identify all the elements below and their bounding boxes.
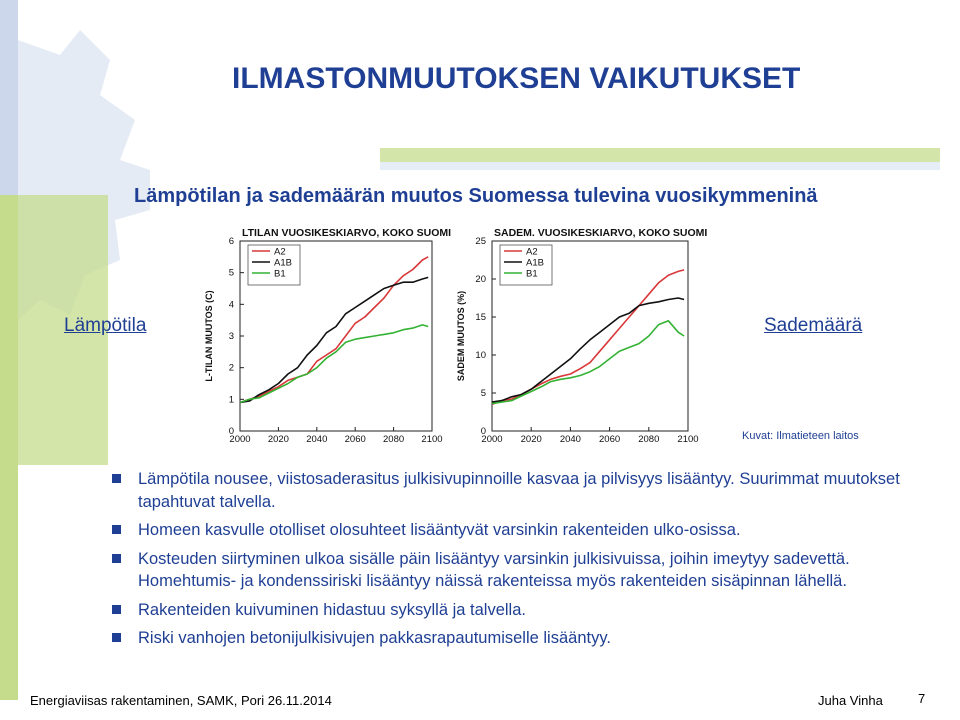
temperature-chart (204, 226, 452, 451)
x-tick-label: 2080 (383, 434, 405, 445)
bullet-text: Rakenteiden kuivuminen hidastuu syksyllä ja talvella. (138, 600, 526, 619)
bullet-square-icon (112, 554, 121, 563)
x-tick-label: 2020 (267, 434, 289, 445)
bullet-list (110, 468, 910, 656)
y-tick-label: 3 (228, 331, 234, 342)
x-tick-label: 2040 (559, 434, 581, 445)
legend-label: B1 (526, 268, 538, 280)
bullet-item (110, 548, 910, 593)
y-tick-label: 4 (228, 299, 234, 311)
chart-title: SADEM. VUOSIKESKIARVO, KOKO SUOMI (494, 227, 708, 239)
legend-label: A2 (274, 246, 286, 258)
precipitation-link[interactable]: Sademäärä (764, 315, 863, 336)
y-tick-label: 1 (228, 394, 234, 406)
legend-label: A2 (526, 246, 538, 258)
y-axis-label: SADEM MUUTOS (%) (456, 290, 466, 382)
bullet-item (110, 468, 910, 513)
y-tick-label: 5 (480, 388, 486, 399)
y-tick-label: 0 (480, 426, 486, 437)
page-number: 7 (918, 691, 926, 706)
y-tick-label: 6 (228, 236, 234, 247)
image-credit: Kuvat: Ilmatieteen laitos (742, 430, 859, 442)
y-tick-label: 2 (228, 362, 234, 374)
x-tick-label: 2060 (344, 434, 366, 445)
y-axis-label: L-TILAN MUUTOS (C) (204, 290, 214, 382)
bullet-square-icon (112, 474, 121, 483)
x-tick-label: 2100 (677, 434, 699, 445)
x-tick-label: 2060 (599, 434, 621, 445)
slide-title: ILMASTONMUUTOKSEN VAIKUTUKSET (232, 62, 801, 95)
legend-label: B1 (274, 268, 286, 280)
legend-label: A1B (526, 257, 544, 269)
x-tick-label: 2000 (229, 434, 251, 445)
x-tick-label: 2020 (520, 434, 542, 445)
y-tick-label: 25 (475, 236, 486, 247)
bullet-item (110, 519, 910, 542)
precipitation-chart (456, 226, 708, 451)
bullet-square-icon (112, 525, 121, 534)
slide-subtitle: Lämpötilan ja sademäärän muutos Suomessa tulevina vuosikymmeninä (134, 185, 818, 207)
bullet-item (110, 627, 910, 650)
x-tick-label: 2000 (481, 434, 503, 445)
y-tick-label: 5 (228, 267, 234, 279)
bullet-text: Kosteuden siirtyminen ulkoa sisälle päin lisääntyy varsinkin julkisivuissa, joihin imeytyy sadevettä. Homehtumis- ja kondenssiriski lisääntyy näissä rakenteissa myös rakenteiden sisäpinnan lähellä. (138, 549, 850, 590)
legend-label: A1B (274, 257, 292, 269)
x-tick-label: 2100 (421, 434, 443, 445)
bullet-text: Lämpötila nousee, viistosaderasitus julkisivupinnoille kasvaa ja pilvisyys lisääntyy. Suurimmat muutokset tapahtuvat talvella. (138, 470, 900, 511)
y-tick-label: 10 (475, 350, 486, 361)
footer-event: Energiaviisas rakentaminen, SAMK, Pori 26.11.2014 (30, 693, 332, 708)
x-tick-label: 2040 (306, 434, 328, 445)
y-tick-label: 15 (475, 312, 486, 323)
bullet-item (110, 599, 910, 622)
x-tick-label: 2080 (638, 434, 660, 445)
y-tick-label: 20 (475, 274, 486, 285)
bullet-text: Homeen kasvulle otolliset olosuhteet lisääntyvät varsinkin rakenteiden ulko-osissa. (138, 521, 741, 539)
bullet-text: Riski vanhojen betonijulkisivujen pakkasrapautumiselle lisääntyy. (138, 629, 611, 647)
chart-title: LTILAN VUOSIKESKIARVO, KOKO SUOMI (242, 227, 452, 239)
bullet-square-icon (112, 605, 121, 614)
temperature-link[interactable]: Lämpötila (64, 315, 147, 336)
y-tick-label: 0 (228, 426, 234, 437)
footer-author: Juha Vinha (818, 693, 883, 708)
bullet-square-icon (112, 633, 121, 642)
